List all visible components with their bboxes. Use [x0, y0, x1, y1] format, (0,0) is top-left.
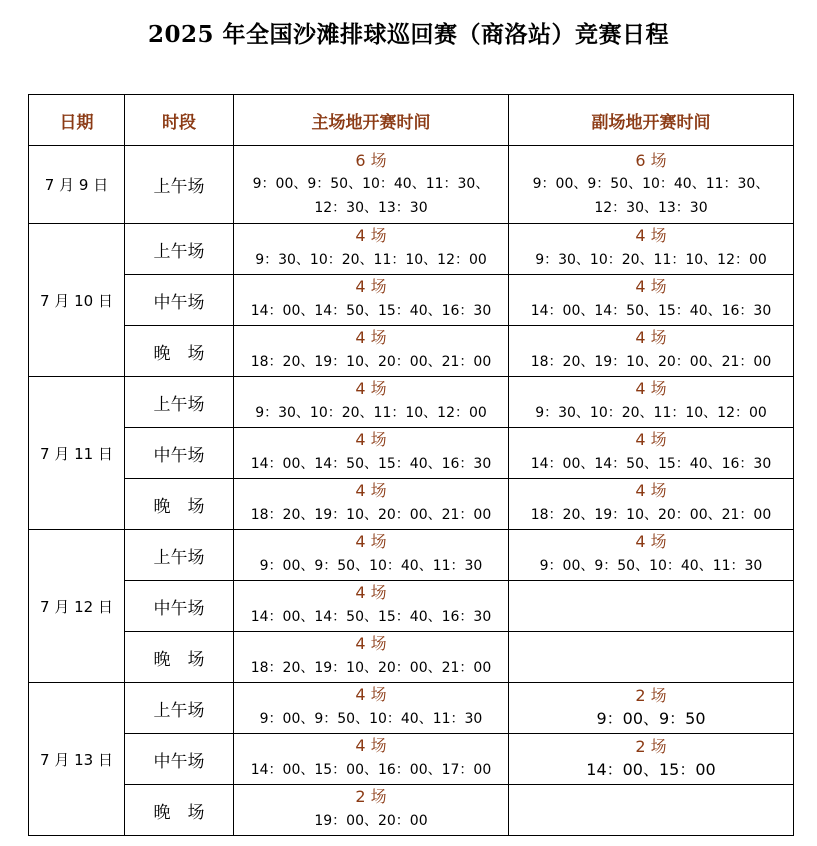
match-count: 4 场: [355, 277, 387, 296]
sub-court-cell: [509, 428, 794, 479]
sub-court-cell: [509, 326, 794, 377]
table-row: [29, 275, 794, 326]
table-row: [29, 734, 794, 785]
table-row: [29, 224, 794, 275]
match-times: 9：00、9：50、10：40、11：30: [259, 558, 483, 574]
match-times: 12：30、13：30: [314, 199, 428, 216]
period-cell: 中午场: [125, 581, 234, 632]
table-row: [29, 146, 794, 224]
sub-court-cell: [509, 530, 794, 581]
match-times: 14：00、14：50、15：40、16：30: [530, 303, 772, 319]
match-count: 4 场: [355, 634, 387, 653]
main-court-cell: [234, 632, 509, 683]
main-court-cell: [234, 224, 509, 275]
period-cell: 晚 场: [125, 326, 234, 377]
sub-court-cell: [509, 734, 794, 785]
match-times: 9：30、10：20、11：10、12：00: [535, 252, 767, 268]
period-cell: 中午场: [125, 734, 234, 785]
match-count: 4 场: [635, 226, 667, 245]
date-cell: 7 月 11 日: [29, 377, 125, 530]
match-count: 4 场: [355, 430, 387, 449]
header-sub-court: 副场地开赛时间: [509, 95, 794, 146]
sub-court-cell: [509, 683, 794, 734]
main-court-cell: [234, 428, 509, 479]
sub-court-cell: [509, 146, 794, 224]
period-cell: 上午场: [125, 146, 234, 224]
period-cell: 晚 场: [125, 479, 234, 530]
table-row: [29, 428, 794, 479]
main-court-cell: [234, 377, 509, 428]
match-times: 19：00、20：00: [314, 813, 428, 829]
match-times: 18：20、19：10、20：00、21：00: [530, 354, 772, 370]
header-main-court: 主场地开赛时间: [234, 95, 509, 146]
match-times: 9：30、10：20、11：10、12：00: [255, 252, 487, 268]
main-court-cell: [234, 734, 509, 785]
period-cell: 晚 场: [125, 785, 234, 836]
header-date: 日期: [29, 95, 125, 146]
sub-court-cell-empty: [509, 581, 794, 632]
date-cell: 7 月 9 日: [29, 146, 125, 224]
match-times: 18：20、19：10、20：00、21：00: [530, 507, 772, 523]
table-row: [29, 530, 794, 581]
match-count: 2 场: [635, 737, 667, 756]
match-times: 9：30、10：20、11：10、12：00: [255, 405, 487, 421]
main-court-cell: [234, 275, 509, 326]
sub-court-cell-empty: [509, 632, 794, 683]
match-count: 4 场: [635, 379, 667, 398]
match-count: 4 场: [355, 532, 387, 551]
sub-court-cell: [509, 479, 794, 530]
match-times: 9：30、10：20、11：10、12：00: [535, 405, 767, 421]
page-title: 2025 年全国沙滩排球巡回赛（商洛站）竞赛日程: [147, 21, 670, 48]
period-cell: 晚 场: [125, 632, 234, 683]
table-row: [29, 479, 794, 530]
table-row: [29, 377, 794, 428]
match-count: 2 场: [355, 787, 387, 806]
date-cell: 7 月 13 日: [29, 683, 125, 836]
period-cell: 上午场: [125, 530, 234, 581]
match-count: 2 场: [635, 686, 667, 705]
match-times: 18：20、19：10、20：00、21：00: [250, 507, 492, 523]
period-cell: 中午场: [125, 275, 234, 326]
main-court-cell: [234, 479, 509, 530]
match-times: 18：20、19：10、20：00、21：00: [250, 354, 492, 370]
schedule-table: [28, 94, 794, 836]
date-cell: 7 月 10 日: [29, 224, 125, 377]
match-times: 14：00、14：50、15：40、16：30: [250, 609, 492, 625]
period-cell: 上午场: [125, 224, 234, 275]
table-row: [29, 683, 794, 734]
period-cell: 中午场: [125, 428, 234, 479]
match-count: 4 场: [355, 583, 387, 602]
table-row: [29, 632, 794, 683]
table-row: [29, 581, 794, 632]
date-cell: 7 月 12 日: [29, 530, 125, 683]
main-court-cell: [234, 581, 509, 632]
match-count: 4 场: [635, 532, 667, 551]
match-count: 6 场: [355, 150, 387, 170]
match-times: 14：00、14：50、15：40、16：30: [250, 303, 492, 319]
period-cell: 上午场: [125, 683, 234, 734]
match-count: 4 场: [355, 481, 387, 500]
period-cell: 上午场: [125, 377, 234, 428]
match-count: 4 场: [355, 379, 387, 398]
match-count: 4 场: [355, 328, 387, 347]
table-row: [29, 785, 794, 836]
sub-court-cell: [509, 224, 794, 275]
header-period: 时段: [125, 95, 234, 146]
match-times: 9：00、9：50: [596, 709, 706, 728]
match-times: 9：00、9：50、10：40、11：30: [539, 558, 763, 574]
match-count: 4 场: [635, 481, 667, 500]
match-count: 4 场: [635, 277, 667, 296]
match-times: 14：00、15：00: [586, 760, 716, 779]
main-court-cell: [234, 785, 509, 836]
match-times: 14：00、14：50、15：40、16：30: [250, 456, 492, 472]
match-times: 9：00、9：50、10：40、11：30、: [532, 175, 770, 192]
match-count: 6 场: [635, 150, 667, 170]
main-court-cell: [234, 326, 509, 377]
match-count: 4 场: [355, 226, 387, 245]
match-count: 4 场: [635, 430, 667, 449]
table-row: [29, 326, 794, 377]
match-times: 18：20、19：10、20：00、21：00: [250, 660, 492, 676]
main-court-cell: [234, 530, 509, 581]
match-times: 14：00、14：50、15：40、16：30: [530, 456, 772, 472]
main-court-cell: [234, 683, 509, 734]
match-count: 4 场: [355, 685, 387, 704]
match-times: 9：00、9：50、10：40、11：30、: [252, 175, 490, 192]
match-count: 4 场: [635, 328, 667, 347]
sub-court-cell: [509, 275, 794, 326]
match-times: 12：30、13：30: [594, 199, 708, 216]
sub-court-cell: [509, 377, 794, 428]
match-count: 4 场: [355, 736, 387, 755]
sub-court-cell-empty: [509, 785, 794, 836]
main-court-cell: [234, 146, 509, 224]
header-row: [29, 95, 794, 146]
match-times: 14：00、15：00、16：00、17：00: [250, 762, 492, 778]
match-times: 9：00、9：50、10：40、11：30: [259, 711, 483, 727]
